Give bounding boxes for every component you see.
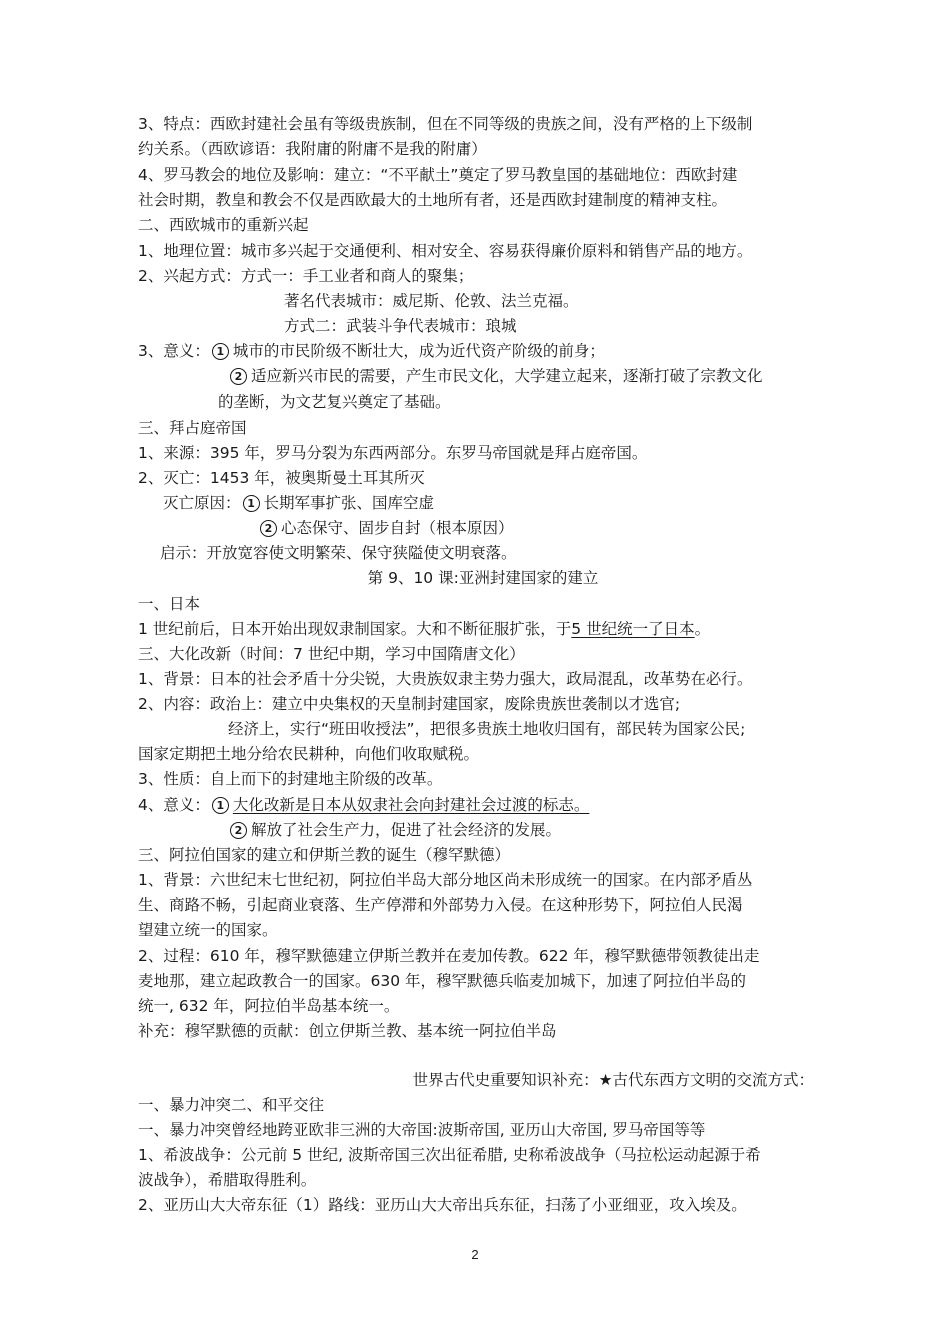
supplement-heading: 世界古代史重要知识补充：★古代东西方文明的交流方式：: [412, 1071, 814, 1089]
text-line: [228, 818, 918, 842]
lesson-title: 第 9、10 课:亚洲封建国家的建立: [367, 569, 599, 587]
item-text: 长期军事扩张、国库空虚: [263, 494, 435, 512]
text-line: 启示：开放宽容使文明繁荣、保守狭隘使文明衰落。: [160, 544, 517, 562]
circled-number: 2: [230, 822, 247, 839]
text-line: 3、特点：西欧封建社会虽有等级贵族制，但在不同等级的贵族之间，没有严格的上下级制: [138, 115, 753, 133]
item-text: 适应新兴市民的需要，产生市民文化，大学建立起来，逐渐打破了宗教文化: [251, 367, 763, 385]
text-line: 生、商路不畅，引起商业衰落、生产停滞和外部势力入侵。在这种形势下，阿拉伯人民渴: [138, 896, 743, 914]
text-line: [228, 364, 918, 388]
text-segment: 1 世纪前后，日本开始出现奴隶制国家。大和不断征服扩张，于: [138, 620, 572, 638]
text-line: 经济上，实行“班田收授法”，把很多贵族土地收归国有，部民转为国家公民;: [228, 720, 746, 738]
text-line: 1、地理位置：城市多兴起于交通便利、相对安全、容易获得廉价原料和销售产品的地方。: [138, 242, 753, 260]
circled-number: 2: [230, 368, 247, 385]
text-line: 1、希波战争：公元前 5 世纪, 波斯帝国三次出征希腊, 史称希波战争（马拉松运动起源于希: [138, 1146, 761, 1164]
item-label: 4、意义：: [138, 796, 210, 814]
text-line: 1、背景：日本的社会矛盾十分尖锐，大贵族奴隶主势力强大，政局混乱，改革势在必行。: [138, 670, 753, 688]
text-line: 2、兴起方式：方式一：手工业者和商人的聚集；: [138, 267, 474, 285]
section-heading: 一、日本: [138, 595, 201, 613]
underlined-text: 大化改新是日本从奴隶社会向封建社会过渡的标志。: [232, 796, 590, 814]
text-line: 方式二：武装斗争代表城市：琅城: [284, 317, 517, 335]
section-heading: 三、大化改新（时间：7 世纪中期，学习中国隋唐文化）: [138, 645, 525, 663]
text-segment: 。: [694, 620, 711, 638]
text-line: 的垄断，为文艺复兴奠定了基础。: [218, 393, 451, 411]
text-line: 麦地那，建立起政教合一的国家。630 年，穆罕默德兵临麦加城下，加速了阿拉伯半岛的: [138, 972, 747, 990]
text-line: 2、内容：政治上：建立中央集权的天皇制封建国家，废除贵族世袭制以才选官;: [138, 695, 681, 713]
text-line: 补充：穆罕默德的贡献：创立伊斯兰教、基本统一阿拉伯半岛: [138, 1022, 557, 1040]
text-line: 约关系。（西欧谚语：我附庸的附庸不是我的附庸）: [138, 140, 487, 158]
text-line: 波战争），希腊取得胜利。: [138, 1171, 317, 1189]
section-heading: 三、拜占庭帝国: [138, 419, 247, 437]
text-line: 2、过程：610 年，穆罕默德建立伊斯兰教并在麦加传教。622 年，穆罕默德带领教徒出走: [138, 947, 760, 965]
text-line: 社会时期，教皇和教会不仅是西欧最大的土地所有者，还是西欧封建制度的精神支柱。: [138, 191, 728, 209]
item-text: 心态保守、固步自封（根本原因）: [281, 519, 514, 537]
text-line: 国家定期把土地分给农民耕种，向他们收取赋税。: [138, 745, 480, 763]
item-text: 城市的市民阶级不断壮大，成为近代资产阶级的前身；: [232, 342, 605, 360]
text-line: [138, 793, 828, 817]
page-number: 2: [471, 1247, 479, 1262]
text-line: [258, 516, 948, 540]
text-line: [163, 491, 853, 515]
circled-number: 1: [212, 343, 229, 360]
text-line: [138, 339, 828, 363]
section-heading: 一、暴力冲突二、和平交往: [138, 1096, 325, 1114]
text-line: 1、来源：395 年，罗马分裂为东西两部分。东罗马帝国就是拜占庭帝国。: [138, 444, 648, 462]
section-heading: 二、西欧城市的重新兴起: [138, 216, 309, 234]
text-line: 3、性质：自上而下的封建地主阶级的改革。: [138, 770, 443, 788]
underlined-text: 5 世纪统一了日本: [571, 620, 695, 638]
circled-number: 2: [260, 520, 277, 537]
item-label: 3、意义：: [138, 342, 210, 360]
text-line: 著名代表城市：威尼斯、伦敦、法兰克福。: [284, 292, 579, 310]
text-line: 4、罗马教会的地位及影响：建立：“不平献土”奠定了罗马教皇国的基础地位：西欧封建: [138, 166, 738, 184]
section-heading: 三、阿拉伯国家的建立和伊斯兰教的诞生（穆罕默德）: [138, 846, 511, 864]
item-label: 灭亡原因：: [163, 494, 241, 512]
text-line: 望建立统一的国家。: [138, 921, 278, 939]
text-line: 统一, 632 年，阿拉伯半岛基本统一。: [138, 997, 400, 1015]
text-line: 一、暴力冲突曾经地跨亚欧非三洲的大帝国:波斯帝国, 亚历山大帝国, 罗马帝国等等: [138, 1121, 706, 1139]
text-line: [138, 617, 828, 641]
text-line: 1、背景：六世纪末七世纪初，阿拉伯半岛大部分地区尚未形成统一的国家。在内部矛盾丛: [138, 871, 753, 889]
text-line: 2、亚历山大大帝东征（1）路线：亚历山大大帝出兵东征，扫荡了小亚细亚，攻入埃及。: [138, 1196, 747, 1214]
text-line: 2、灭亡：1453 年，被奥斯曼土耳其所灭: [138, 469, 425, 487]
circled-number: 1: [243, 495, 260, 512]
circled-number: 1: [212, 797, 229, 814]
item-text: 解放了社会生产力，促进了社会经济的发展。: [251, 821, 562, 839]
